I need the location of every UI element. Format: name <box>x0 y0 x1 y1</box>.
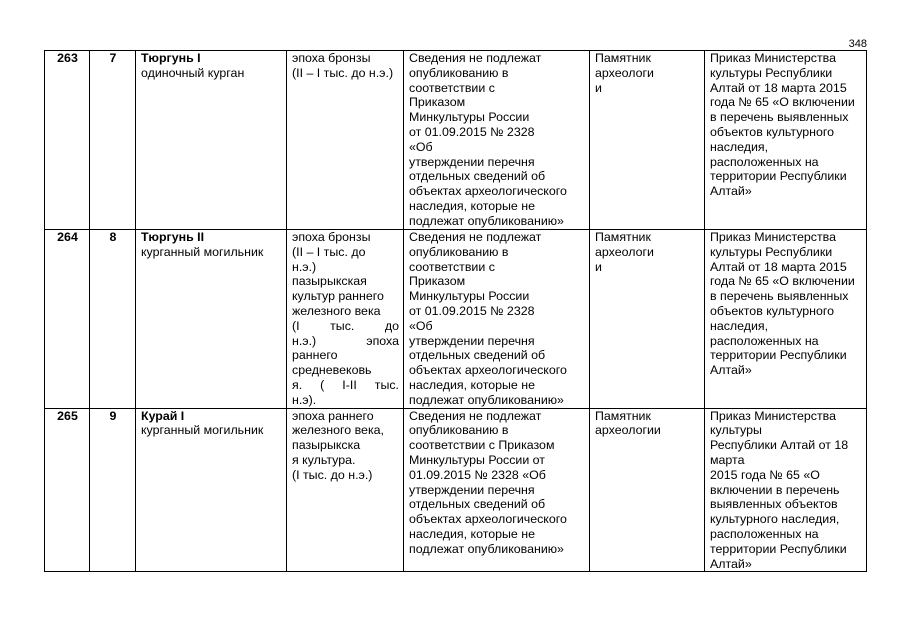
row-sub-index: 7 <box>90 51 136 230</box>
dating-line: н.э). <box>292 392 317 407</box>
site-category: Памятник археологи и <box>590 51 705 230</box>
page-number: 348 <box>848 38 867 50</box>
site-dating: эпоха бронзы (II – I тыс. до н.э.) <box>287 51 404 230</box>
site-dating <box>287 230 404 409</box>
table-row <box>45 230 867 409</box>
site-name-cell <box>136 230 287 409</box>
site-type: курганный могильник <box>141 244 264 259</box>
legal-document: Приказ Министерства культуры Республики Алтай от 18 марта 2015 года № 65 «О включении в перечень выявленных объектов культурного наследия, расположенных на территории Республики Алтай» <box>705 51 867 230</box>
site-name: Тюргунь II <box>141 230 205 244</box>
dating-line: (I тыс. до <box>292 318 399 333</box>
site-name: Курай I <box>141 408 185 423</box>
legal-document: Приказ Министерства культуры Республики Алтай от 18 марта 2015 года № 65 «О включении в перечень выявленных объектов культурного наследия, расположенных на территории Республики Алтай» <box>705 230 867 409</box>
site-name-cell <box>136 408 287 572</box>
site-category: Памятник археологии <box>590 408 705 572</box>
dating-line: культур раннего <box>292 289 384 304</box>
dating-line: н.э.) эпоха <box>292 333 399 348</box>
row-sub-index: 8 <box>90 230 136 409</box>
table-row <box>45 408 867 572</box>
site-name: Тюргунь I <box>141 51 201 65</box>
site-name-cell <box>136 51 287 230</box>
site-type: одиночный курган <box>141 65 245 80</box>
dating-line: (II – I тыс. до <box>292 244 366 259</box>
info-status: Сведения не подлежат опубликованию в соответствии с Приказом Минкультуры России от 01.09.2015 № 2328 «Об утверждении перечня отдельных сведений об объектах археологического наследия, которые не подлежат опубликованию» <box>404 230 590 409</box>
site-category: Памятник археологи и <box>590 230 705 409</box>
row-index: 263 <box>45 51 90 230</box>
dating-line: железного века <box>292 303 381 318</box>
dating-line: средневековь <box>292 363 372 378</box>
site-type: курганный могильник <box>141 423 264 438</box>
heritage-registry-table <box>44 50 867 572</box>
row-index: 265 <box>45 408 90 572</box>
dating-line: раннего <box>292 348 338 363</box>
site-dating: эпоха раннего железного века, пазырыкска я культура. (I тыс. до н.э.) <box>287 408 404 572</box>
legal-document: Приказ Министерства культуры Республики Алтай от 18 марта 2015 года № 65 «О включении в перечень выявленных объектов культурного наследия, расположенных на территории Республики Алтай» <box>705 408 867 572</box>
row-sub-index: 9 <box>90 408 136 572</box>
dating-line: н.э.) <box>292 259 317 274</box>
dating-line: я. ( I-II тыс. <box>292 377 399 392</box>
info-status: Сведения не подлежат опубликованию в соответствии с Приказом Минкультуры России от 01.09.2015 № 2328 «Об утверждении перечня отдельных сведений об объектах археологического наследия, которые не подлежат опубликованию» <box>404 408 590 572</box>
dating-line: пазырыкская <box>292 274 367 289</box>
table-row <box>45 51 867 230</box>
info-status: Сведения не подлежат опубликованию в соответствии с Приказом Минкультуры России от 01.09.2015 № 2328 «Об утверждении перечня отдельных сведений об объектах археологического наследия, которые не подлежат опубликованию» <box>404 51 590 230</box>
row-index: 264 <box>45 230 90 409</box>
dating-line: эпоха бронзы <box>292 230 371 244</box>
